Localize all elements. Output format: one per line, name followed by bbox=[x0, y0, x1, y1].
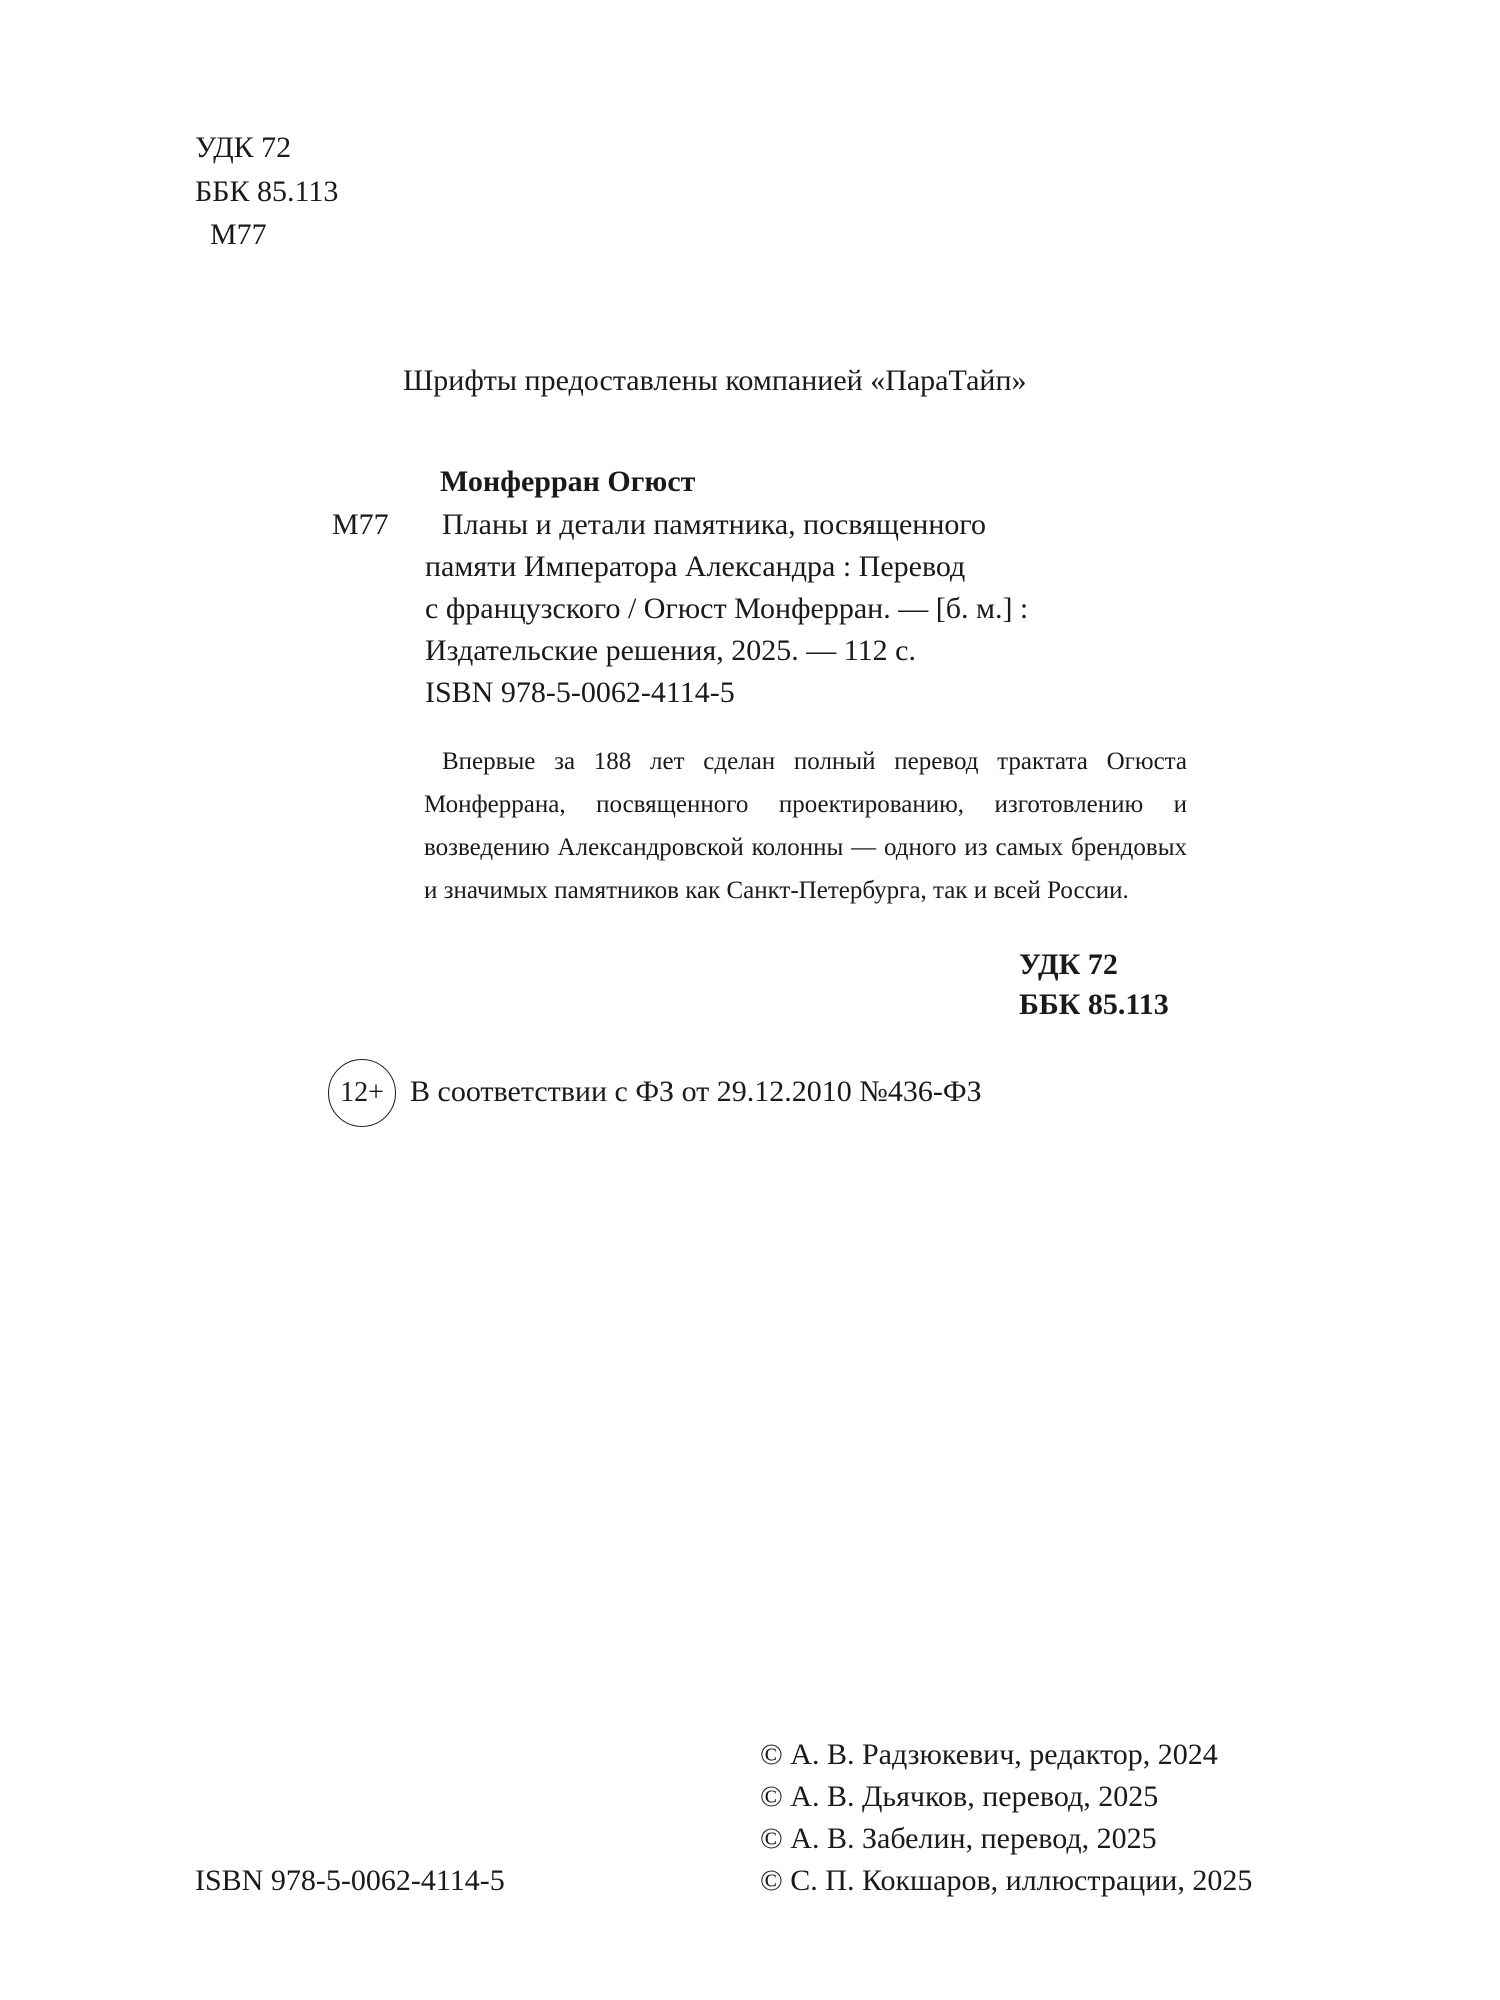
record-isbn: ISBN 978-5-0062-4114-5 bbox=[425, 676, 735, 709]
udk-code-bottom: УДК 72 bbox=[1019, 948, 1118, 981]
age-rating-law: В соответствии с ФЗ от 29.12.2010 №436-ФЗ bbox=[410, 1075, 982, 1108]
copyright-line: © А. В. Радзюкевич, редактор, 2024 bbox=[760, 1738, 1218, 1771]
author-heading: Монферран Огюст bbox=[440, 465, 696, 498]
record-line: Издательские решения, 2025. — 112 с. bbox=[425, 634, 916, 667]
copyright-line: © А. В. Дьячков, перевод, 2025 bbox=[760, 1780, 1159, 1813]
record-line: с французского / Огюст Монферран. — [б. м.] : bbox=[425, 592, 1029, 625]
udk-code-top: УДК 72 bbox=[195, 131, 292, 164]
author-sign-record: М77 bbox=[332, 508, 389, 541]
copyright-line: © С. П. Кокшаров, иллюстрации, 2025 bbox=[760, 1864, 1253, 1897]
record-line: памяти Императора Александра : Перевод bbox=[425, 550, 966, 583]
bbk-code-top: ББК 85.113 bbox=[195, 175, 339, 208]
fonts-credit: Шрифты предоставлены компанией «ПараТайп» bbox=[403, 364, 1027, 397]
age-rating-badge: 12+ bbox=[328, 1059, 396, 1127]
copyright-line: © А. В. Забелин, перевод, 2025 bbox=[760, 1822, 1157, 1855]
record-line: Планы и детали памятника, посвященного bbox=[442, 508, 986, 541]
bbk-code-bottom: ББК 85.113 bbox=[1019, 988, 1169, 1021]
author-sign-top: М77 bbox=[210, 218, 267, 251]
isbn-bottom: ISBN 978-5-0062-4114-5 bbox=[195, 1864, 505, 1897]
annotation-paragraph: Впервые за 188 лет сделан полный перевод трактата Огюста Монферрана, посвященного проектированию, изготовлению и возведению Александровской колонны — одного из самых брендовых и значимых памятников как Санкт-Петербурга, так и всей России. bbox=[424, 748, 1187, 904]
